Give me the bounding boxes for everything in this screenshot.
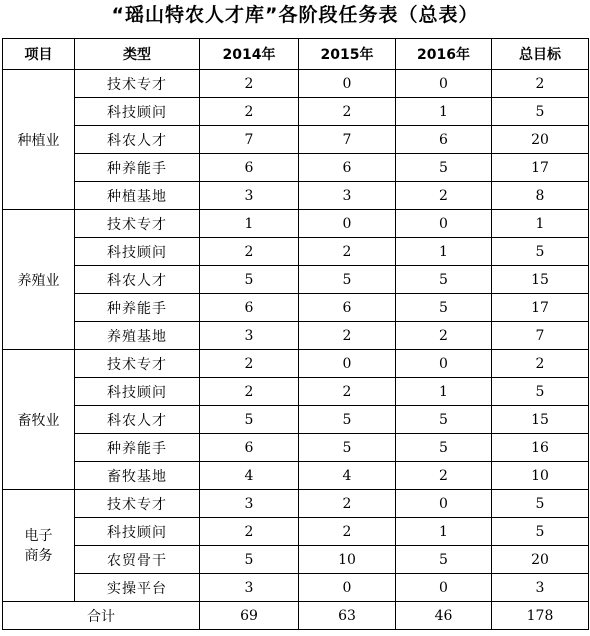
value-2015: 0 [299, 70, 396, 98]
value-2015: 2 [299, 98, 396, 126]
value-2014: 1 [200, 210, 299, 238]
value-total: 16 [492, 434, 589, 462]
value-2016: 5 [396, 546, 492, 574]
value-2015: 5 [299, 406, 396, 434]
value-2015: 5 [299, 434, 396, 462]
type-cell: 种植基地 [75, 182, 200, 210]
table-row [3, 322, 589, 350]
category-line-2: 商务 [24, 547, 53, 564]
value-2015: 7 [299, 126, 396, 154]
table-row [3, 238, 589, 266]
summary-2015: 63 [299, 602, 396, 630]
value-2014: 4 [200, 462, 299, 490]
table-row [3, 126, 589, 154]
value-2016: 2 [396, 322, 492, 350]
summary-2014: 69 [200, 602, 299, 630]
table-row [3, 70, 589, 98]
type-cell: 技术专才 [75, 70, 200, 98]
value-total: 8 [492, 182, 589, 210]
value-2015: 2 [299, 518, 396, 546]
value-2016: 0 [396, 350, 492, 378]
value-2016: 0 [396, 574, 492, 602]
value-total: 2 [492, 350, 589, 378]
type-cell: 科农人才 [75, 406, 200, 434]
category-cell: 畜牧业 [3, 350, 75, 490]
value-2014: 5 [200, 546, 299, 574]
type-cell: 科技顾问 [75, 518, 200, 546]
value-total: 5 [492, 378, 589, 406]
page-title: “瑶山特农人才库”各阶段任务表（总表） [111, 4, 479, 26]
summary-2016: 46 [396, 602, 492, 630]
value-2016: 1 [396, 518, 492, 546]
value-2016: 6 [396, 126, 492, 154]
type-cell: 科技顾问 [75, 98, 200, 126]
table-row [3, 182, 589, 210]
value-2015: 6 [299, 294, 396, 322]
table-row [3, 406, 589, 434]
table-row [3, 574, 589, 602]
table-row [3, 154, 589, 182]
value-2014: 2 [200, 378, 299, 406]
type-cell: 种养能手 [75, 434, 200, 462]
value-2015: 2 [299, 238, 396, 266]
value-2015: 0 [299, 350, 396, 378]
value-2016: 1 [396, 98, 492, 126]
value-2016: 1 [396, 238, 492, 266]
value-2015: 3 [299, 182, 396, 210]
table-row [3, 434, 589, 462]
value-2016: 2 [396, 182, 492, 210]
value-total: 17 [492, 154, 589, 182]
value-total: 5 [492, 98, 589, 126]
value-2016: 1 [396, 378, 492, 406]
value-2015: 0 [299, 210, 396, 238]
table-row [3, 294, 589, 322]
value-2014: 2 [200, 518, 299, 546]
value-total: 1 [492, 210, 589, 238]
value-total: 17 [492, 294, 589, 322]
value-2016: 0 [396, 210, 492, 238]
task-table [2, 38, 589, 630]
type-cell: 技术专才 [75, 490, 200, 518]
type-cell: 科农人才 [75, 126, 200, 154]
type-cell: 科技顾问 [75, 378, 200, 406]
type-cell: 养殖基地 [75, 322, 200, 350]
value-2016: 5 [396, 406, 492, 434]
table-row [3, 210, 589, 238]
value-2014: 5 [200, 406, 299, 434]
table-row [3, 98, 589, 126]
value-total: 5 [492, 518, 589, 546]
value-total: 7 [492, 322, 589, 350]
type-cell: 种养能手 [75, 294, 200, 322]
value-2015: 2 [299, 490, 396, 518]
value-total: 15 [492, 266, 589, 294]
table-row [3, 518, 589, 546]
value-2014: 7 [200, 126, 299, 154]
header-type: 类型 [75, 39, 200, 70]
header-2015: 2015年 [299, 39, 396, 70]
value-total: 15 [492, 406, 589, 434]
table-row [3, 462, 589, 490]
header-total-target: 总目标 [492, 39, 589, 70]
value-total: 5 [492, 490, 589, 518]
value-2014: 3 [200, 574, 299, 602]
summary-label: 合计 [3, 602, 200, 630]
value-2015: 0 [299, 574, 396, 602]
category-cell: 养殖业 [3, 210, 75, 350]
value-total: 20 [492, 546, 589, 574]
summary-row [3, 602, 589, 630]
category-cell: 种植业 [3, 70, 75, 210]
type-cell: 技术专才 [75, 350, 200, 378]
header-row [3, 39, 589, 70]
value-2016: 5 [396, 266, 492, 294]
value-2015: 4 [299, 462, 396, 490]
value-2014: 5 [200, 266, 299, 294]
value-total: 5 [492, 238, 589, 266]
value-2016: 0 [396, 490, 492, 518]
header-2014: 2014年 [200, 39, 299, 70]
value-2015: 10 [299, 546, 396, 574]
value-2015: 2 [299, 322, 396, 350]
type-cell: 科农人才 [75, 266, 200, 294]
value-2014: 3 [200, 182, 299, 210]
value-total: 10 [492, 462, 589, 490]
type-cell: 畜牧基地 [75, 462, 200, 490]
value-2014: 6 [200, 434, 299, 462]
value-2014: 3 [200, 322, 299, 350]
header-project: 项目 [3, 39, 75, 70]
value-2014: 6 [200, 294, 299, 322]
type-cell: 农贸骨干 [75, 546, 200, 574]
value-2016: 5 [396, 294, 492, 322]
category-line-1: 电子 [24, 527, 53, 544]
value-2015: 5 [299, 266, 396, 294]
type-cell: 实操平台 [75, 574, 200, 602]
value-total: 20 [492, 126, 589, 154]
value-total: 2 [492, 70, 589, 98]
table-row [3, 378, 589, 406]
value-2015: 6 [299, 154, 396, 182]
type-cell: 科技顾问 [75, 238, 200, 266]
type-cell: 技术专才 [75, 210, 200, 238]
type-cell: 种养能手 [75, 154, 200, 182]
value-2016: 0 [396, 70, 492, 98]
value-2014: 3 [200, 490, 299, 518]
value-2016: 5 [396, 434, 492, 462]
value-2014: 6 [200, 154, 299, 182]
value-2016: 2 [396, 462, 492, 490]
summary-total: 178 [492, 602, 589, 630]
value-2014: 2 [200, 350, 299, 378]
value-2014: 2 [200, 238, 299, 266]
table-row [3, 266, 589, 294]
value-2016: 5 [396, 154, 492, 182]
value-2015: 2 [299, 378, 396, 406]
table-row [3, 350, 589, 378]
table-row [3, 546, 589, 574]
value-total: 3 [492, 574, 589, 602]
value-2014: 2 [200, 98, 299, 126]
header-2016: 2016年 [396, 39, 492, 70]
category-cell [3, 490, 75, 602]
table-row [3, 490, 589, 518]
value-2014: 2 [200, 70, 299, 98]
